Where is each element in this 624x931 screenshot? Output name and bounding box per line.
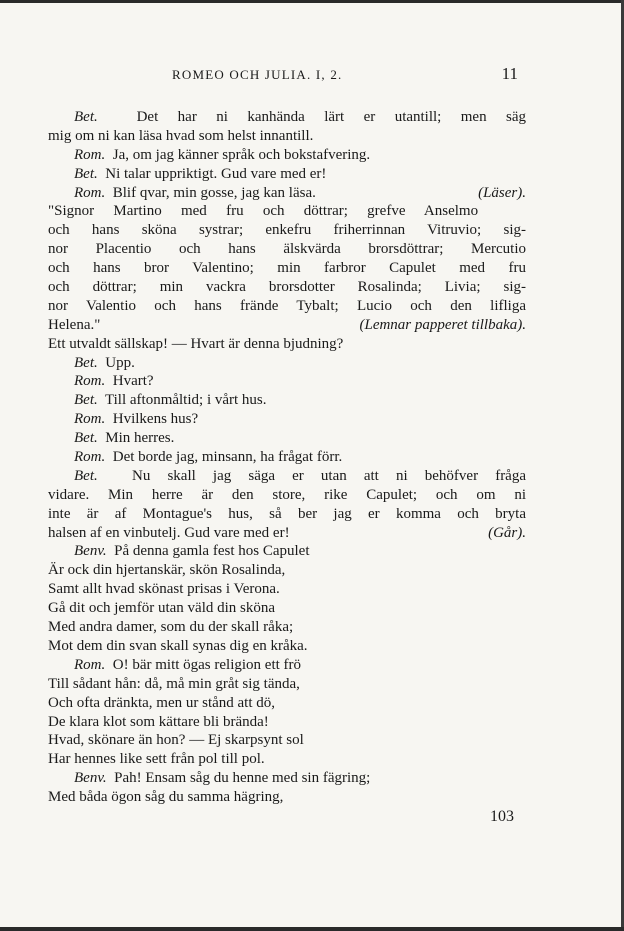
stage-direction: (Läser). (478, 184, 526, 201)
text-line (48, 297, 526, 316)
line-text: inte är af Montague's hus, så ber jag er komma och bryta (48, 505, 526, 522)
text-line (48, 410, 526, 429)
line-text: Samt allt hvad skönast prisas i Verona. (48, 581, 280, 598)
speaker-name: Benv. (74, 543, 107, 560)
speaker-name: Bet. (74, 392, 98, 409)
text-line (48, 656, 526, 675)
text-line (48, 694, 526, 713)
speaker-name: Rom. (74, 411, 106, 428)
text-line (48, 278, 526, 297)
line-text: På denna gamla fest hos Capulet (114, 543, 310, 560)
line-text: O! bär mitt ögas religion ett frö (112, 656, 302, 673)
speaker-name: Bet. (74, 354, 98, 371)
speaker-name: Bet. (74, 467, 98, 484)
line-text: halsen af en vinbutelj. Gud vare med er! (48, 524, 290, 541)
speaker-name: Rom. (74, 373, 106, 390)
text-line (48, 448, 526, 467)
text-line (48, 486, 526, 505)
text-line (48, 788, 526, 807)
running-title: ROMEO OCH JULIA. I, 2. (172, 67, 343, 82)
text-line (48, 221, 526, 240)
line-text: Helena." (48, 316, 101, 333)
text-line (48, 637, 526, 656)
text-line (48, 354, 526, 373)
stage-direction: (Lemnar papperet tillbaka). (359, 316, 526, 333)
text-line (48, 750, 526, 769)
stage-direction: (Går). (488, 524, 526, 541)
line-text: Blif qvar, min gosse, jag kan läsa. (112, 184, 316, 201)
text-line (48, 580, 526, 599)
line-text: Hvad, skönare än hon? — Ej skarpsynt sol (48, 732, 304, 749)
body-text (48, 108, 526, 807)
text-line (48, 372, 526, 391)
line-text: Och ofta dränkta, men ur stånd att dö, (48, 694, 276, 711)
text-line (48, 108, 526, 127)
text-line (48, 731, 526, 750)
text-line (48, 505, 526, 524)
speaker-name: Rom. (74, 146, 106, 163)
line-text: nor Placentio och hans älskvärda brorsdöttrar; Mercutio (48, 241, 526, 258)
text-line (48, 713, 526, 732)
speaker-name: Rom. (74, 449, 106, 466)
text-line (48, 146, 526, 165)
scan-top-edge (0, 0, 624, 3)
line-text: Hvilkens hus? (112, 411, 199, 428)
text-line (48, 542, 526, 561)
signature-mark: 103 (490, 808, 514, 825)
text-line (48, 524, 526, 543)
line-text: Till aftonmåltid; i vårt hus. (104, 392, 267, 409)
text-line (48, 127, 526, 146)
line-text: mig om ni kan läsa hvad som helst innantill. (48, 127, 314, 144)
text-line (48, 240, 526, 259)
text-line (48, 599, 526, 618)
text-line (48, 202, 478, 221)
line-text: Mot dem din svan skall synas dig en kråka. (48, 637, 308, 654)
scan-bottom-edge (0, 927, 624, 931)
line-text: Ett utvaldt sällskap! — Hvart är denna bjudning? (48, 335, 344, 352)
line-text: och döttrar; min vackra brorsdotter Rosalinda; Livia; sig- (48, 279, 526, 296)
line-text: nor Valentio och hans frände Tybalt; Lucio och den lifliga (48, 297, 526, 314)
text-line (48, 429, 526, 448)
line-text: De klara klot som kättare bli brända! (48, 713, 269, 730)
line-text: Är ock din hjertanskär, skön Rosalinda, (48, 562, 286, 579)
text-line (48, 618, 526, 637)
line-text: Nu skall jag säga er utan att ni behöfver fråga (132, 467, 526, 484)
text-line (48, 316, 526, 335)
line-text: och hans sköna systrar; enkefru friherrinnan Vitruvio; sig- (48, 222, 526, 239)
line-text: Det har ni kanhända lärt er utantill; men säg (136, 109, 526, 125)
line-text: "Signor Martino med fru och döttrar; grefve Anselmo (48, 203, 479, 220)
page-number: 11 (501, 64, 518, 83)
speaker-name: Bet. (74, 109, 98, 125)
line-text: Gå dit och jemför utan väld din sköna (48, 600, 276, 617)
text-line (48, 184, 526, 203)
text-line (48, 467, 526, 486)
line-text: Det borde jag, minsann, ha frågat förr. (112, 449, 343, 466)
line-text: Ni talar uppriktigt. Gud vare med er! (105, 165, 327, 182)
line-text: Med andra damer, som du der skall råka; (48, 619, 294, 636)
speaker-name: Bet. (74, 430, 98, 447)
line-text: vidare. Min herre är den store, rike Capulet; och om ni (48, 486, 526, 503)
text-line (48, 335, 526, 354)
line-text: Har hennes like sett från pol till pol. (48, 751, 265, 768)
line-text: Med båda ögon såg du samma hägring, (48, 789, 284, 806)
text-line (48, 391, 526, 410)
line-text: Upp. (105, 354, 135, 371)
line-text: Min herres. (105, 430, 175, 447)
page-header (48, 64, 518, 86)
text-line (48, 259, 526, 278)
line-text: Till sådant hån: då, må min gråt sig tända, (48, 675, 300, 692)
text-line (48, 675, 526, 694)
line-text: och hans bror Valentino; min farbror Capulet med fru (48, 260, 526, 277)
line-text: Ja, om jag känner språk och bokstafvering. (112, 146, 371, 163)
text-line (48, 165, 526, 184)
speaker-name: Bet. (74, 165, 98, 182)
speaker-name: Rom. (74, 656, 106, 673)
speaker-name: Benv. (74, 770, 107, 787)
text-line (48, 561, 526, 580)
line-text: Pah! Ensam såg du henne med sin fägring; (114, 770, 371, 787)
line-text: Hvart? (112, 373, 154, 390)
text-line (48, 769, 526, 788)
speaker-name: Rom. (74, 184, 106, 201)
